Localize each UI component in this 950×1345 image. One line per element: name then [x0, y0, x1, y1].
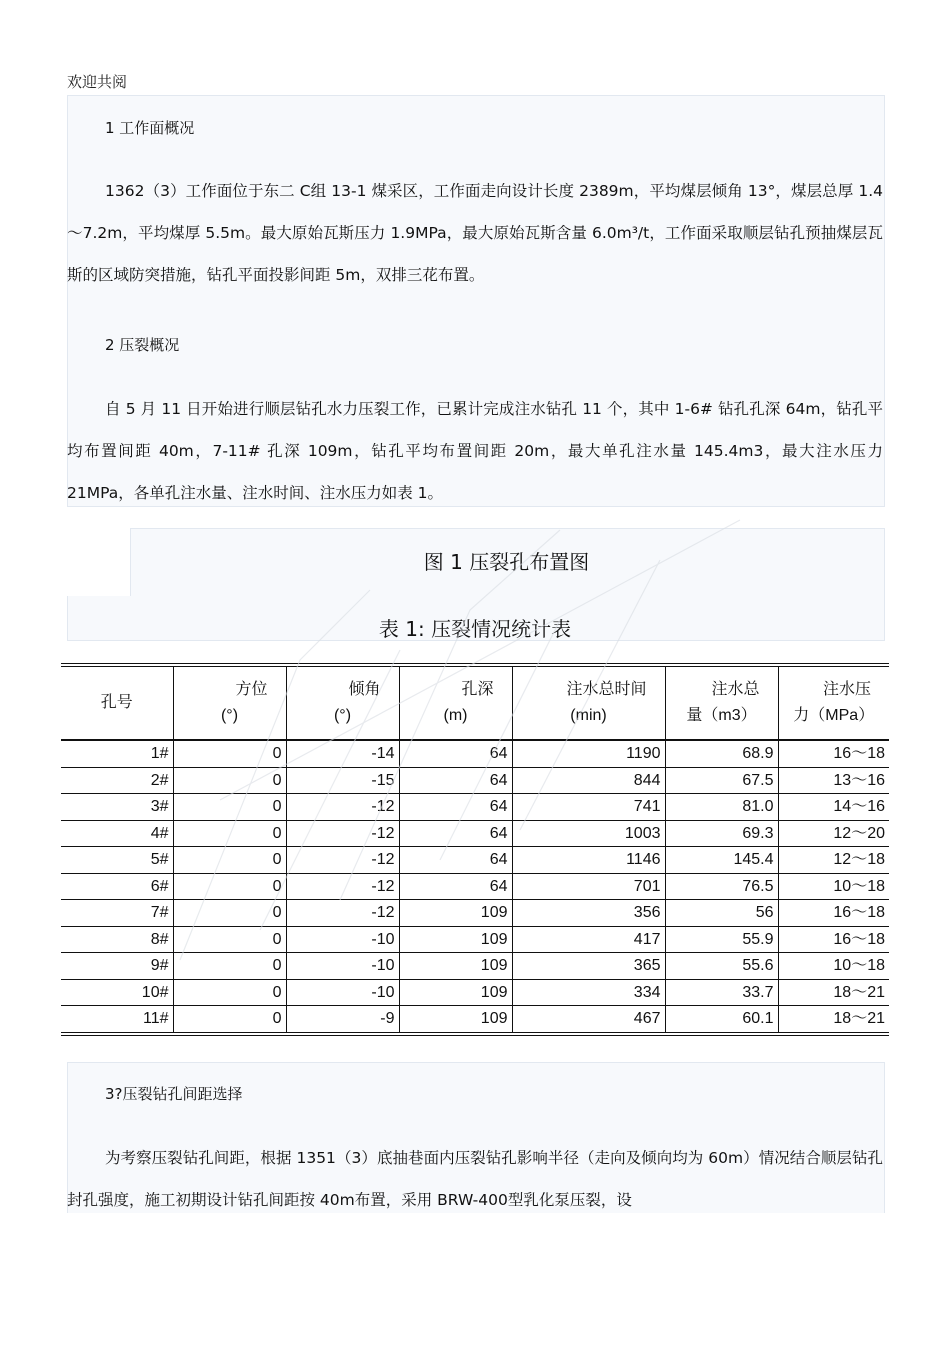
table-cell: 12～20	[778, 820, 889, 847]
table-cell: 64	[399, 820, 512, 847]
figure-caption: 图 1 压裂孔布置图	[423, 550, 590, 574]
header-depth-unit: (m)	[443, 707, 468, 724]
table-cell: 109	[399, 926, 512, 953]
header-depth	[399, 665, 512, 740]
table-cell: 0	[173, 794, 286, 821]
header-inclination-label: 倾角	[348, 681, 381, 698]
table-cell: 0	[173, 767, 286, 794]
table-cell: 14～16	[778, 794, 889, 821]
table-cell: 844	[512, 767, 665, 794]
table-cell: 64	[399, 873, 512, 900]
table-cell: -12	[286, 794, 399, 821]
table-cell: 467	[512, 1006, 665, 1034]
header-injection-volume-label: 注水总	[711, 681, 760, 698]
table-cell: 4#	[61, 820, 173, 847]
section1-heading: 1 工作面概况	[105, 119, 195, 137]
section3-paragraph: 为考察压裂钻孔间距，根据 1351（3）底抽巷面内压裂钻孔影响半径（走向及倾向均为 60m）情况结合顺层钻孔封孔强度，施工初期设计钻孔间距按 40m布置，采用 BRW-400型乳化泵压裂，设	[67, 1149, 883, 1209]
table-cell: 1146	[512, 847, 665, 874]
table-cell: 0	[173, 1006, 286, 1034]
table-cell: 3#	[61, 794, 173, 821]
header-note: 欢迎共阅	[67, 73, 128, 91]
table-cell: 64	[399, 767, 512, 794]
table-cell: 69.3	[665, 820, 778, 847]
table-cell: -12	[286, 820, 399, 847]
table-cell: 18～21	[778, 979, 889, 1006]
fracturing-stats-table	[61, 663, 889, 1036]
table-cell: -10	[286, 953, 399, 980]
section3-heading: 3?压裂钻孔间距选择	[105, 1085, 243, 1103]
table-cell: 16～18	[778, 926, 889, 953]
table-cell: 10#	[61, 979, 173, 1006]
table-cell: 334	[512, 979, 665, 1006]
table-header-row	[61, 665, 889, 740]
section2-paragraph: 自 5 月 11 日开始进行顺层钻孔水力压裂工作，已累计完成注水钻孔 11 个，其中 1-6# 钻孔孔深 64m，钻孔平均布置间距 40m，7-11# 孔深 109m，钻孔平均布置间距 20m，最大单孔注水量 145.4m3，最大注水压力 21MPa，各单孔注水量、注水时间、注水压力如表 1。	[67, 400, 883, 502]
header-hole-no	[61, 665, 173, 740]
table-row	[61, 794, 889, 821]
table-cell: 417	[512, 926, 665, 953]
table-caption: 表 1: 压裂情况统计表	[378, 617, 572, 641]
table-row	[61, 979, 889, 1006]
table-cell: 109	[399, 1006, 512, 1034]
table-cell: 16～18	[778, 900, 889, 927]
header-injection-volume-unit: 量（m3）	[686, 707, 757, 724]
table-cell: 0	[173, 873, 286, 900]
header-injection-volume	[665, 665, 778, 740]
section2-heading: 2 压裂概况	[105, 336, 180, 354]
header-hole-no-label: 孔号	[100, 694, 133, 711]
table-cell: 145.4	[665, 847, 778, 874]
table-cell: 64	[399, 847, 512, 874]
table-cell: 11#	[61, 1006, 173, 1034]
table-cell: 67.5	[665, 767, 778, 794]
table-row	[61, 873, 889, 900]
header-injection-time-label: 注水总时间	[566, 681, 647, 698]
table-cell: 0	[173, 979, 286, 1006]
table-row	[61, 820, 889, 847]
table-cell: 1003	[512, 820, 665, 847]
table-cell: 81.0	[665, 794, 778, 821]
table-cell: -12	[286, 847, 399, 874]
table-cell: 109	[399, 953, 512, 980]
table-cell: -10	[286, 979, 399, 1006]
header-injection-pressure-unit: 力（MPa）	[793, 707, 875, 724]
table-cell: 356	[512, 900, 665, 927]
table-cell: 12～18	[778, 847, 889, 874]
table-cell: 1190	[512, 740, 665, 767]
table-cell: 10～18	[778, 953, 889, 980]
header-injection-pressure-label: 注水压	[822, 681, 871, 698]
table-cell: 60.1	[665, 1006, 778, 1034]
table-cell: -12	[286, 873, 399, 900]
table-cell: -12	[286, 900, 399, 927]
table-cell: 55.9	[665, 926, 778, 953]
table-cell: 0	[173, 740, 286, 767]
header-injection-pressure	[778, 665, 889, 740]
table-cell: 1#	[61, 740, 173, 767]
table-cell: 10～18	[778, 873, 889, 900]
table-cell: 6#	[61, 873, 173, 900]
table-cell: 0	[173, 926, 286, 953]
table-row	[61, 953, 889, 980]
table-cell: 8#	[61, 926, 173, 953]
table-cell: 0	[173, 847, 286, 874]
table-row	[61, 926, 889, 953]
table-cell: 13～16	[778, 767, 889, 794]
table-cell: 2#	[61, 767, 173, 794]
table-row	[61, 847, 889, 874]
table-cell: 701	[512, 873, 665, 900]
table-cell: 64	[399, 794, 512, 821]
table-cell: 365	[512, 953, 665, 980]
table-cell: 55.6	[665, 953, 778, 980]
table-row	[61, 1006, 889, 1034]
table-cell: 7#	[61, 900, 173, 927]
table-cell: -14	[286, 740, 399, 767]
table-cell: 76.5	[665, 873, 778, 900]
table-cell: 0	[173, 900, 286, 927]
header-azimuth	[173, 665, 286, 740]
header-injection-time-unit: (min)	[570, 707, 607, 724]
table-cell: -9	[286, 1006, 399, 1034]
table-cell: 56	[665, 900, 778, 927]
header-azimuth-unit: (°)	[220, 707, 239, 724]
table-row	[61, 767, 889, 794]
table-cell: 109	[399, 979, 512, 1006]
table-cell: 9#	[61, 953, 173, 980]
table-row	[61, 900, 889, 927]
table-cell: 5#	[61, 847, 173, 874]
header-depth-label: 孔深	[461, 681, 494, 698]
table-cell: 741	[512, 794, 665, 821]
header-azimuth-label: 方位	[235, 681, 268, 698]
table-cell: 68.9	[665, 740, 778, 767]
table-cell: -10	[286, 926, 399, 953]
table-cell: 64	[399, 740, 512, 767]
header-inclination	[286, 665, 399, 740]
section1-paragraph: 1362（3）工作面位于东二 C组 13-1 煤采区，工作面走向设计长度 2389m，平均煤层倾角 13°，煤层总厚 1.4～7.2m，平均煤厚 5.5m。最大原始瓦斯压力 1.9MPa，最大原始瓦斯含量 6.0m³/t，工作面采取顺层钻孔预抽煤层瓦斯的区域防突措施，钻孔平面投影间距 5m，双排三花布置。	[67, 182, 883, 284]
table-cell: -15	[286, 767, 399, 794]
header-inclination-unit: (°)	[333, 707, 352, 724]
header-injection-time	[512, 665, 665, 740]
table-row	[61, 740, 889, 767]
table-body	[61, 740, 889, 1034]
table-cell: 18～21	[778, 1006, 889, 1034]
table-cell: 16～18	[778, 740, 889, 767]
table-cell: 109	[399, 900, 512, 927]
table-cell: 0	[173, 953, 286, 980]
table-cell: 0	[173, 820, 286, 847]
table-cell: 33.7	[665, 979, 778, 1006]
